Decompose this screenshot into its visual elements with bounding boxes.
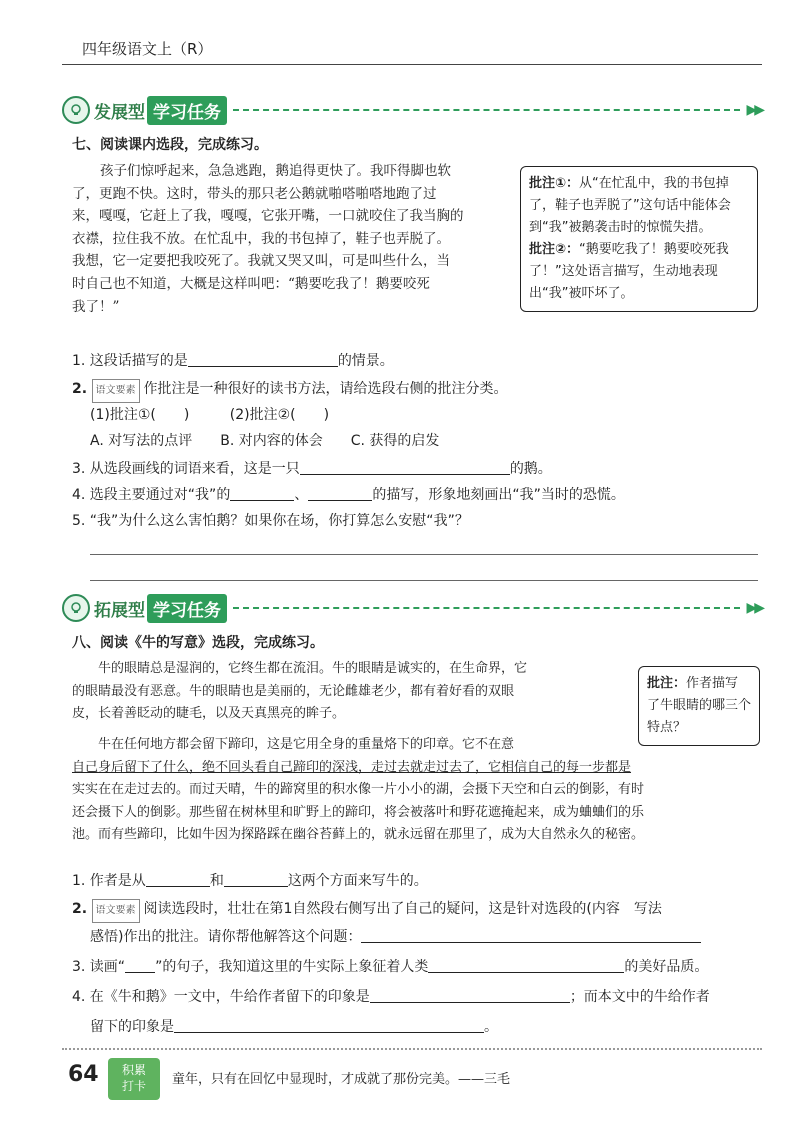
- question-2-cont: 感悟)作出的批注。请你帮他解答这个问题：: [90, 926, 701, 948]
- question-1: 1. 这段话描写的是 的情景。: [72, 353, 394, 369]
- option-note1[interactable]: (1)批注①( ): [90, 407, 190, 423]
- passage-line: 孩子们惊呼起来，急急逃跑，鹅追得更快了。我吓得脚也软: [100, 163, 451, 179]
- question-2: 2. 语文要素 作批注是一种很好的读书方法，请给选段右侧的批注分类。: [72, 378, 508, 403]
- section-label-task: 学习任务: [147, 96, 227, 125]
- annotation-box: 批注：作者描写了牛眼睛的哪三个特点？: [638, 666, 760, 746]
- passage-line: 时自己也不知道，大概是这样叫吧：“鹅要吃我了！鹅要咬死: [72, 275, 430, 292]
- answer-blank[interactable]: [300, 460, 510, 475]
- question-4-cont: 留下的印象是 。: [90, 1019, 498, 1035]
- question-3: 3. 读画“ ”的句子，我知道这里的牛实际上象征着人类 的美好品质。: [72, 959, 709, 975]
- passage-line: 的眼睛最没有恶意。牛的眼睛也是美丽的，无论雌雄老少，都有着好看的双眼: [72, 683, 515, 699]
- passage-line: 还会摄下人的倒影。那些留在树林里和旷野上的蹄印，将会被落叶和野花遮掩起来，成为蛐蛐们的乐: [72, 804, 645, 820]
- answer-blank[interactable]: [125, 958, 155, 973]
- double-arrow-icon: ▶▶: [746, 600, 762, 616]
- answer-blank[interactable]: [146, 872, 210, 887]
- passage-ox-p1: [72, 658, 632, 726]
- passage-goose: [72, 160, 512, 318]
- section-divider: [233, 109, 740, 111]
- footer-quote: 童年，只有在回忆中显现时，才成就了那份完美。——三毛: [172, 1072, 511, 1087]
- answer-blank[interactable]: [361, 928, 701, 943]
- passage-line: 衣襟，拉住我不放。在忙乱中，我的书包掉了，鞋子也弄脱了。: [72, 230, 450, 247]
- question-title: 八、阅读《牛的写意》选段，完成练习。: [72, 635, 324, 651]
- section-header-extension: [62, 594, 762, 622]
- element-tag: 语文要素: [92, 379, 140, 403]
- book-title: 四年级语文上（R）: [82, 40, 213, 58]
- annotation-2: 批注②：“鹅要吃我了！鹅要咬死我了！”这处语言描写，生动地表现出“我”被吓坏了。: [529, 242, 729, 301]
- section-divider: [233, 607, 740, 609]
- passage-line: 我了！”: [72, 298, 120, 315]
- annotation-1: 批注①：从“在忙乱中，我的书包掉了，鞋子也弄脱了”这句话中能体会到“我”被鹅袭击时的惊慌失措。: [529, 176, 731, 235]
- answer-blank[interactable]: [174, 1018, 484, 1033]
- lightbulb-icon: [62, 594, 90, 622]
- element-tag: 语文要素: [92, 899, 140, 923]
- question-4: 4. 选段主要通过对“我”的 、 的描写，形象地刻画出“我”当时的恐慌。: [72, 487, 625, 503]
- passage-line: 了，更跑不快。这时，带头的那只老公鹅就啪嗒啪嗒地跑了过: [72, 185, 437, 202]
- answer-line[interactable]: [90, 580, 758, 581]
- answer-blank[interactable]: [224, 872, 288, 887]
- lightbulb-icon: [62, 96, 90, 124]
- accumulate-badge: 积累 打卡: [108, 1058, 160, 1100]
- passage-line: 来，嘎嘎，它赶上了我，嘎嘎，它张开嘴，一口就咬住了我当胸的: [72, 208, 464, 225]
- question-1: 1. 作者是从 和 这两个方面来写牛的。: [72, 873, 428, 889]
- section-label: 发展型: [94, 102, 145, 123]
- question-2-choices: A. 对写法的点评 B. 对内容的体会 C. 获得的启发: [90, 433, 440, 449]
- passage-line: 皮，长着善眨动的睫毛，以及天真黑亮的眸子。: [72, 706, 346, 722]
- passage-line: 牛在任何地方都会留下蹄印，这是它用全身的重量烙下的印章。它不在意: [98, 737, 515, 752]
- answer-blank[interactable]: [308, 486, 372, 501]
- question-3: 3. 从选段画线的词语来看，这是一只 的鹅。: [72, 461, 552, 477]
- question-2-options: [90, 404, 329, 426]
- answer-blank[interactable]: [188, 352, 338, 367]
- passage-line: 池。而有些蹄印，比如牛因为探路踩在幽谷苔藓上的，就永远留在那里了，成为大自然永久的秘密。: [72, 827, 645, 843]
- header-rule: [62, 64, 762, 65]
- option-note2[interactable]: (2)批注②( ): [229, 407, 330, 423]
- footer-divider: [62, 1048, 762, 1050]
- page-number: 64: [68, 1062, 99, 1087]
- annotation-box: [520, 166, 758, 312]
- passage-line: 我想，它一定要把我咬死了。我就又哭又叫，可是叫些什么，当: [72, 253, 450, 270]
- question-4: 4. 在《牛和鹅》一文中，牛给作者留下的印象是 ；而本文中的牛给作者: [72, 989, 710, 1005]
- answer-blank[interactable]: [230, 486, 294, 501]
- question-2: 2. 语文要素 阅读选段时，壮壮在第1自然段右侧写出了自己的疑问，这是针对选段的(内容 写法: [72, 898, 662, 923]
- section-label: 拓展型: [94, 600, 145, 621]
- question-title: 七、阅读课内选段，完成练习。: [72, 137, 268, 153]
- double-arrow-icon: ▶▶: [746, 102, 762, 118]
- question-5: 5. “我”为什么这么害怕鹅？如果你在场，你打算怎么安慰“我”？: [72, 513, 469, 529]
- section-header-development: [62, 96, 762, 124]
- passage-ox-p2: [72, 734, 762, 847]
- answer-blank[interactable]: [370, 988, 570, 1003]
- passage-line: 实实在在走过去的。而过天晴，牛的蹄窝里的积水像一片小小的湖，会摄下天空和白云的倒影，有时: [72, 782, 645, 798]
- answer-blank[interactable]: [428, 958, 624, 973]
- answer-line[interactable]: [90, 554, 758, 555]
- section-label-task: 学习任务: [147, 594, 227, 623]
- passage-line: 牛的眼睛总是湿润的，它终生都在流泪。牛的眼睛是诚实的，在生命界，它: [98, 661, 528, 676]
- passage-line: 自己身后留下了什么，绝不回头看自己蹄印的深浅，走过去就走过去了，它相信自己的每一步都是: [72, 759, 632, 775]
